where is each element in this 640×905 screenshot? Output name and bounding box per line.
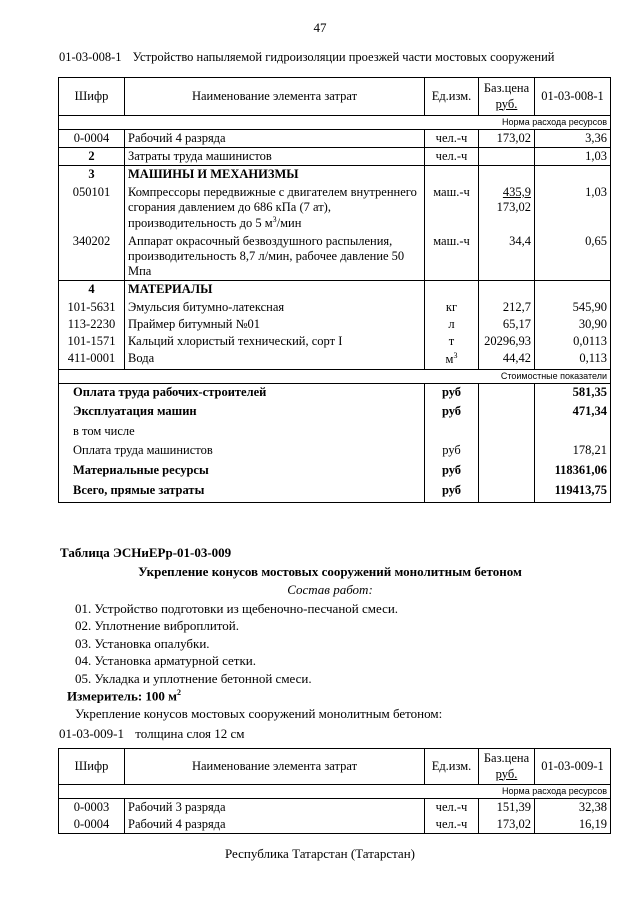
table-row: [59, 233, 611, 281]
cost-row: [59, 482, 611, 502]
norm-label-row: [59, 785, 611, 799]
cost-label: Стоимостные показатели: [59, 369, 611, 383]
row-value: 0,113: [535, 350, 611, 369]
measurer-sup: 2: [177, 688, 182, 697]
work-item: 01. Устройство подготовки из щебеночно-песчаной смеси.: [75, 601, 399, 616]
norm-label: Норма расхода ресурсов: [59, 116, 611, 130]
row-name: Эмульсия битумно-латексная: [125, 299, 425, 316]
cost-name: Материальные ресурсы: [59, 462, 425, 482]
row-name-text: Компрессоры передвижные с двигателем внутреннего сгорания давлением до 686 кПа (7 ат), производительность до 5 м: [128, 184, 417, 231]
row-unit: [425, 350, 479, 369]
table-row: [59, 148, 611, 166]
work-item: 03. Установка опалубки.: [75, 635, 210, 651]
header-price-line1: Баз.цена: [483, 81, 530, 96]
cost-row: [59, 383, 611, 403]
row-price: 20296,93: [479, 333, 535, 350]
cost-unit: руб: [425, 442, 479, 462]
row-value: 3,36: [535, 129, 611, 147]
header-unit: Ед.изм.: [425, 78, 479, 116]
header-code: 01-03-009-1: [535, 749, 611, 785]
table2-heading: [59, 726, 245, 742]
row-cipher: 0-0004: [59, 129, 125, 147]
cost-row: [59, 423, 611, 442]
table-header-row: [59, 78, 611, 116]
composition-label: Состав работ:: [287, 582, 373, 597]
table-header-row: [59, 749, 611, 785]
row-unit: кг: [425, 299, 479, 316]
table1-code: 01-03-008-1: [59, 50, 122, 64]
row-cipher: 3: [59, 166, 125, 184]
row-cipher: 2: [59, 148, 125, 166]
page-number: 47: [313, 20, 327, 35]
header-cipher: Шифр: [59, 749, 125, 785]
row-unit: чел.-ч: [425, 816, 479, 834]
row-unit: т: [425, 333, 479, 350]
row-cipher: 4: [59, 281, 125, 299]
table-row: [59, 316, 611, 333]
header-price-line2: руб.: [495, 766, 518, 781]
row-value: 30,90: [535, 316, 611, 333]
resource-table-2: [58, 748, 611, 834]
row-name: Аппарат окрасочный безвоздушного распыления, производительность 8,7 л/мин, рабочее давление 50 Мпа: [125, 233, 425, 281]
row-value: 16,19: [535, 816, 611, 834]
table-row: [59, 350, 611, 369]
row-cipher: 050101: [59, 184, 125, 233]
cost-value: 118361,06: [535, 462, 611, 482]
row-price: 173,02: [479, 129, 535, 147]
cost-unit: руб: [425, 403, 479, 423]
row-name: Рабочий 3 разряда: [125, 798, 425, 816]
measurer: [67, 688, 181, 704]
table-row-section: [59, 281, 611, 299]
table2-code: 01-03-009-1: [59, 726, 124, 741]
row-price: 34,4: [479, 233, 535, 281]
header-cipher: Шифр: [59, 78, 125, 116]
row-name: Рабочий 4 разряда: [125, 129, 425, 147]
row-unit: чел.-ч: [425, 148, 479, 166]
cost-value: 119413,75: [535, 482, 611, 502]
header-name: Наименование элемента затрат: [125, 749, 425, 785]
header-unit: Ед.изм.: [425, 749, 479, 785]
row-name: Затраты труда машинистов: [125, 148, 425, 166]
row-unit: чел.-ч: [425, 129, 479, 147]
cost-name: Оплата труда машинистов: [59, 442, 425, 462]
row-price: 151,39: [479, 798, 535, 816]
row-cipher: 0-0003: [59, 798, 125, 816]
row-value: 0,0113: [535, 333, 611, 350]
work-item: 04. Установка арматурной сетки.: [75, 653, 256, 669]
table-row: [59, 798, 611, 816]
work-item: 05. Укладка и уплотнение бетонной смеси.: [75, 670, 312, 686]
row-price: 44,42: [479, 350, 535, 369]
cost-name: Всего, прямые затраты: [59, 482, 425, 502]
page-footer: Республика Татарстан (Татарстан): [225, 846, 415, 861]
section-materials: МАТЕРИАЛЫ: [125, 281, 425, 299]
row-cipher: 101-5631: [59, 299, 125, 316]
row-name: Кальций хлористый технический, сорт I: [125, 333, 425, 350]
row-cipher: 0-0004: [59, 816, 125, 834]
row-unit: маш.-ч: [425, 233, 479, 281]
row-value: 545,90: [535, 299, 611, 316]
row-unit: чел.-ч: [425, 798, 479, 816]
row-unit: маш.-ч: [425, 184, 479, 233]
table2-subtitle: Укрепление конусов мостовых сооружений монолитным бетоном: [138, 564, 522, 579]
norm-label-row: [59, 116, 611, 130]
section-machines: МАШИНЫ И МЕХАНИЗМЫ: [125, 166, 425, 184]
cost-name: Оплата труда рабочих-строителей: [59, 383, 425, 403]
row-unit: л: [425, 316, 479, 333]
table-row: [59, 816, 611, 834]
cost-unit: руб: [425, 462, 479, 482]
table2-code-title: толщина слоя 12 см: [135, 726, 245, 741]
works-list: [75, 600, 398, 687]
table1-title: Устройство напыляемой гидроизоляции проезжей части мостовых сооружений: [132, 50, 555, 64]
cost-row: [59, 462, 611, 482]
header-price-line1: Баз.цена: [483, 751, 530, 766]
cost-name: в том числе: [59, 423, 425, 442]
row-price: [479, 148, 535, 166]
row-cipher: 411-0001: [59, 350, 125, 369]
norm-label: Норма расхода ресурсов: [59, 785, 611, 799]
row-price-2: 173,02: [496, 199, 531, 214]
row-price: 212,7: [479, 299, 535, 316]
cost-value: 178,21: [535, 442, 611, 462]
row-value: 1,03: [535, 148, 611, 166]
cost-unit: руб: [425, 482, 479, 502]
row-name: Рабочий 4 разряда: [125, 816, 425, 834]
cost-row: [59, 442, 611, 462]
header-price: [479, 78, 535, 116]
cost-name: Эксплуатация машин: [59, 403, 425, 423]
table-row-section: [59, 166, 611, 184]
cost-value: 471,34: [535, 403, 611, 423]
header-price: [479, 749, 535, 785]
row-price-1: 435,9: [502, 184, 531, 199]
cost-label-row: [59, 369, 611, 383]
row-cipher: 101-1571: [59, 333, 125, 350]
table1-heading: [59, 50, 555, 65]
row-price: [479, 184, 535, 233]
table-row: [59, 184, 611, 233]
resource-table-1: [58, 77, 611, 503]
row-name: Вода: [125, 350, 425, 369]
table-row: [59, 333, 611, 350]
row-cipher: 340202: [59, 233, 125, 281]
header-price-line2: руб.: [495, 96, 518, 111]
header-code: 01-03-008-1: [535, 78, 611, 116]
cost-value: 581,35: [535, 383, 611, 403]
row-name: [125, 184, 425, 233]
work-item: 02. Уплотнение виброплитой.: [75, 618, 240, 634]
section-description: Укрепление конусов мостовых сооружений монолитным бетоном:: [75, 706, 443, 721]
row-name-sup: 3: [272, 215, 277, 225]
measurer-text: Измеритель: 100 м: [67, 688, 178, 704]
row-unit-text: м: [445, 352, 454, 367]
row-name: Праймер битумный №01: [125, 316, 425, 333]
table2-title: Таблица ЭСНиЕРр-01-03-009: [60, 545, 232, 560]
table-row: [59, 129, 611, 147]
row-name-suffix: /мин: [276, 216, 302, 231]
row-price: 173,02: [479, 816, 535, 834]
row-value: 32,38: [535, 798, 611, 816]
row-value: 1,03: [535, 184, 611, 233]
row-value: 0,65: [535, 233, 611, 281]
row-unit-sup: 3: [453, 351, 458, 361]
row-cipher: 113-2230: [59, 316, 125, 333]
cost-row: [59, 403, 611, 423]
row-price: 65,17: [479, 316, 535, 333]
table-row: [59, 299, 611, 316]
cost-unit: руб: [425, 383, 479, 403]
header-name: Наименование элемента затрат: [125, 78, 425, 116]
